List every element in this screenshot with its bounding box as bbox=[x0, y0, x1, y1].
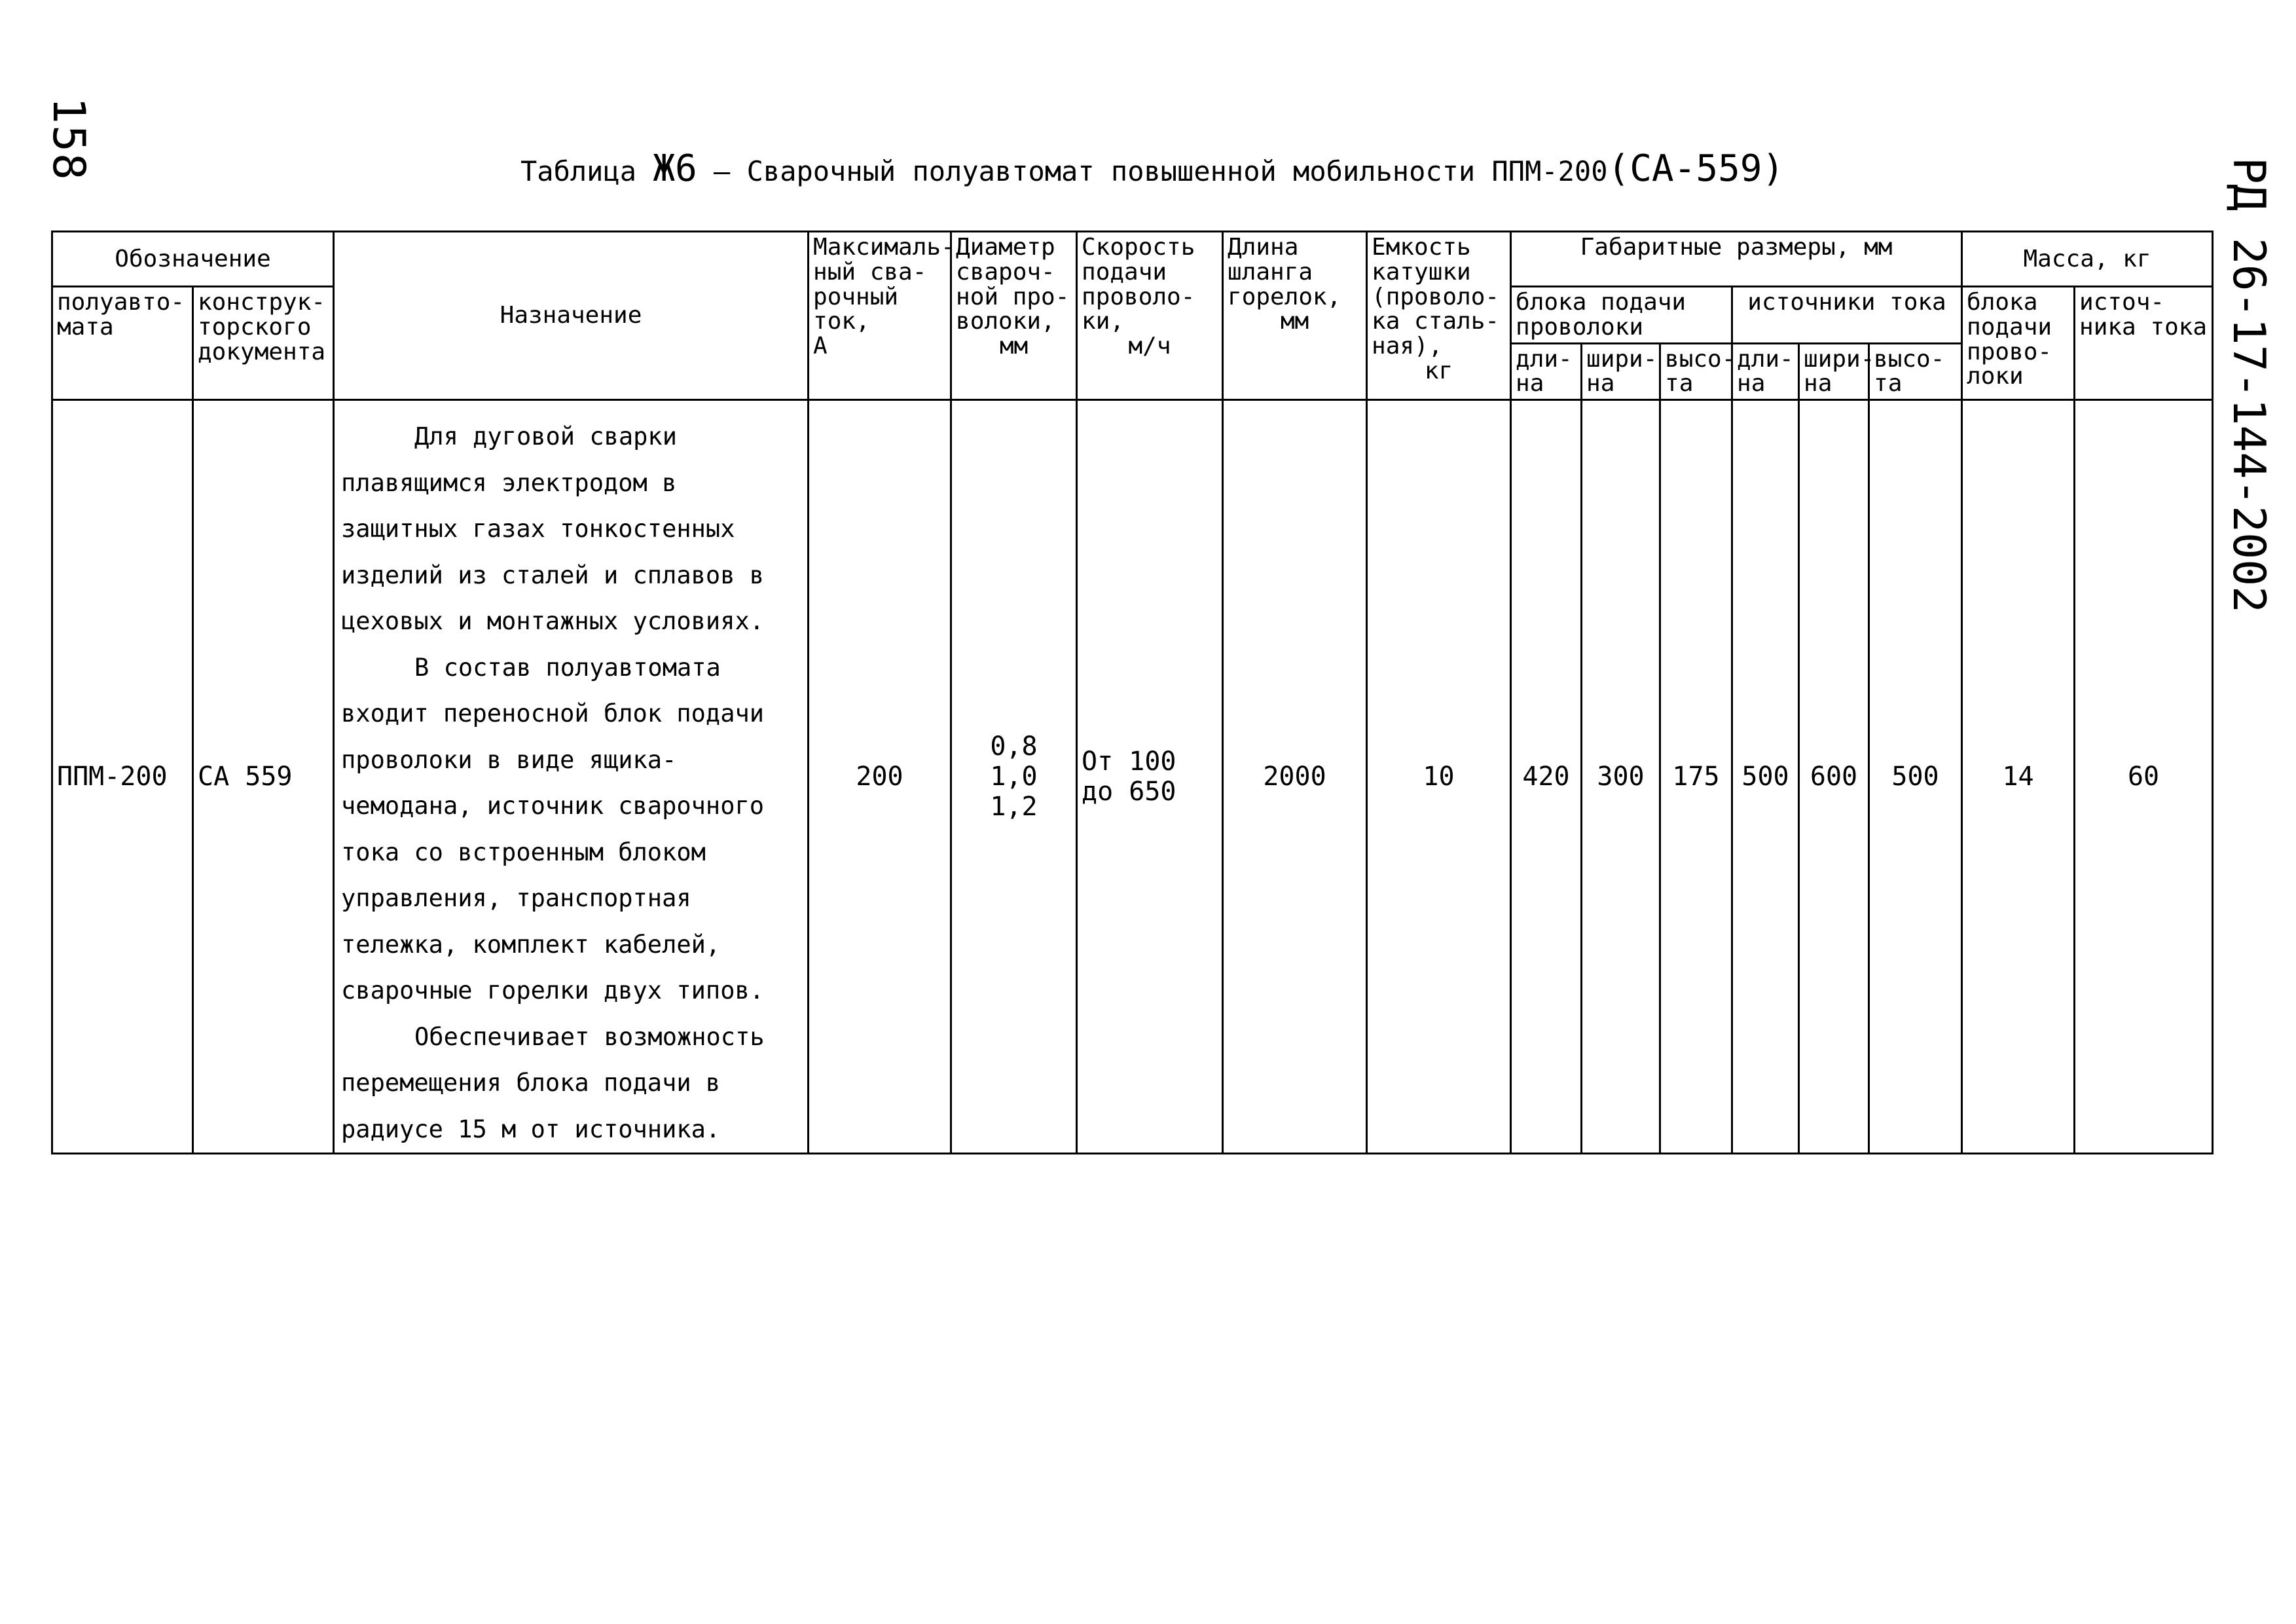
purpose-paragraph: Обеспечивает возможность перемещения блока подачи в радиусе 15 м от источника. bbox=[341, 1022, 765, 1143]
header-src-length: дли-на bbox=[1732, 343, 1799, 400]
header-dimensions: Габаритные размеры, мм bbox=[1511, 232, 1962, 287]
cell-semi-auto: ППМ-200 bbox=[52, 400, 193, 1154]
header-wire-diameter: Диаметр свароч- ной про- волоки, мм bbox=[951, 232, 1077, 400]
title-suffix: (СА-559) bbox=[1607, 147, 1785, 190]
title-number: Ж6 bbox=[653, 147, 697, 190]
header-coil-capacity: Емкость катушки (проволо- ка сталь- ная), кг bbox=[1367, 232, 1511, 400]
header-feed-length: дли-на bbox=[1511, 343, 1582, 400]
cell-wire-diameter: 0,8 1,0 1,2 bbox=[951, 400, 1077, 1154]
spec-table bbox=[51, 231, 2214, 1154]
table-title bbox=[520, 147, 1784, 190]
header-src-width: шири-на bbox=[1799, 343, 1869, 400]
header-mass-feed-block: блока подачи прово-локи bbox=[1962, 287, 2075, 400]
header-feed-speed: Скорость подачи проволо- ки, м/ч bbox=[1077, 232, 1223, 400]
cell-feed-height: 175 bbox=[1660, 400, 1732, 1154]
title-text: – Сварочный полуавтомат повышенной мобильности ППМ-200 bbox=[714, 155, 1608, 187]
document-code: РД 26-17-144-2002 bbox=[2223, 157, 2274, 613]
header-design-doc: конструк-торского документа bbox=[193, 287, 334, 400]
cell-mass-feed-block: 14 bbox=[1962, 400, 2075, 1154]
title-prefix: Таблица bbox=[520, 155, 637, 187]
cell-feed-length: 420 bbox=[1511, 400, 1582, 1154]
purpose-paragraph: В состав полуавтомата входит переносной блок подачи проволоки в виде ящика-чемодана, источник сварочного тока со встроенным блоком управления, транспортная тележка, комплект кабелей, сварочные горелки двух типов. bbox=[341, 653, 765, 1005]
header-src-height: высо-та bbox=[1869, 343, 1962, 400]
cell-max-current: 200 bbox=[809, 400, 951, 1154]
cell-src-width: 600 bbox=[1799, 400, 1869, 1154]
cell-src-length: 500 bbox=[1732, 400, 1799, 1154]
purpose-paragraph: Для дуговой сварки плавящимся электродом в защитных газах тонкостенных изделий из сталей и сплавов в цеховых и монтажных условиях. bbox=[341, 422, 765, 636]
header-feed-block: блока подачи проволоки bbox=[1511, 287, 1732, 344]
table-row bbox=[52, 400, 2213, 1154]
header-feed-width: шири-на bbox=[1582, 343, 1660, 400]
cell-feed-width: 300 bbox=[1582, 400, 1660, 1154]
cell-mass-source: 60 bbox=[2075, 400, 2213, 1154]
header-purpose: Назначение bbox=[334, 232, 809, 400]
header-max-current: Максималь- ный сва- рочный ток, А bbox=[809, 232, 951, 400]
header-mass: Масса, кг bbox=[1962, 232, 2213, 287]
cell-coil-capacity: 10 bbox=[1367, 400, 1511, 1154]
cell-hose-length: 2000 bbox=[1223, 400, 1367, 1154]
cell-purpose bbox=[334, 400, 809, 1154]
header-designation: Обозначение bbox=[52, 232, 334, 287]
header-hose-length: Длина шланга горелок, мм bbox=[1223, 232, 1367, 400]
header-mass-source: источ-ника тока bbox=[2075, 287, 2213, 400]
header-semi-auto: полуавто-мата bbox=[52, 287, 193, 400]
cell-design-doc: СА 559 bbox=[193, 400, 334, 1154]
cell-feed-speed: От 100 до 650 bbox=[1077, 400, 1223, 1154]
page-number: 158 bbox=[43, 97, 94, 181]
header-feed-height: высо-та bbox=[1660, 343, 1732, 400]
header-current-source: источники тока bbox=[1732, 287, 1962, 344]
cell-src-height: 500 bbox=[1869, 400, 1962, 1154]
